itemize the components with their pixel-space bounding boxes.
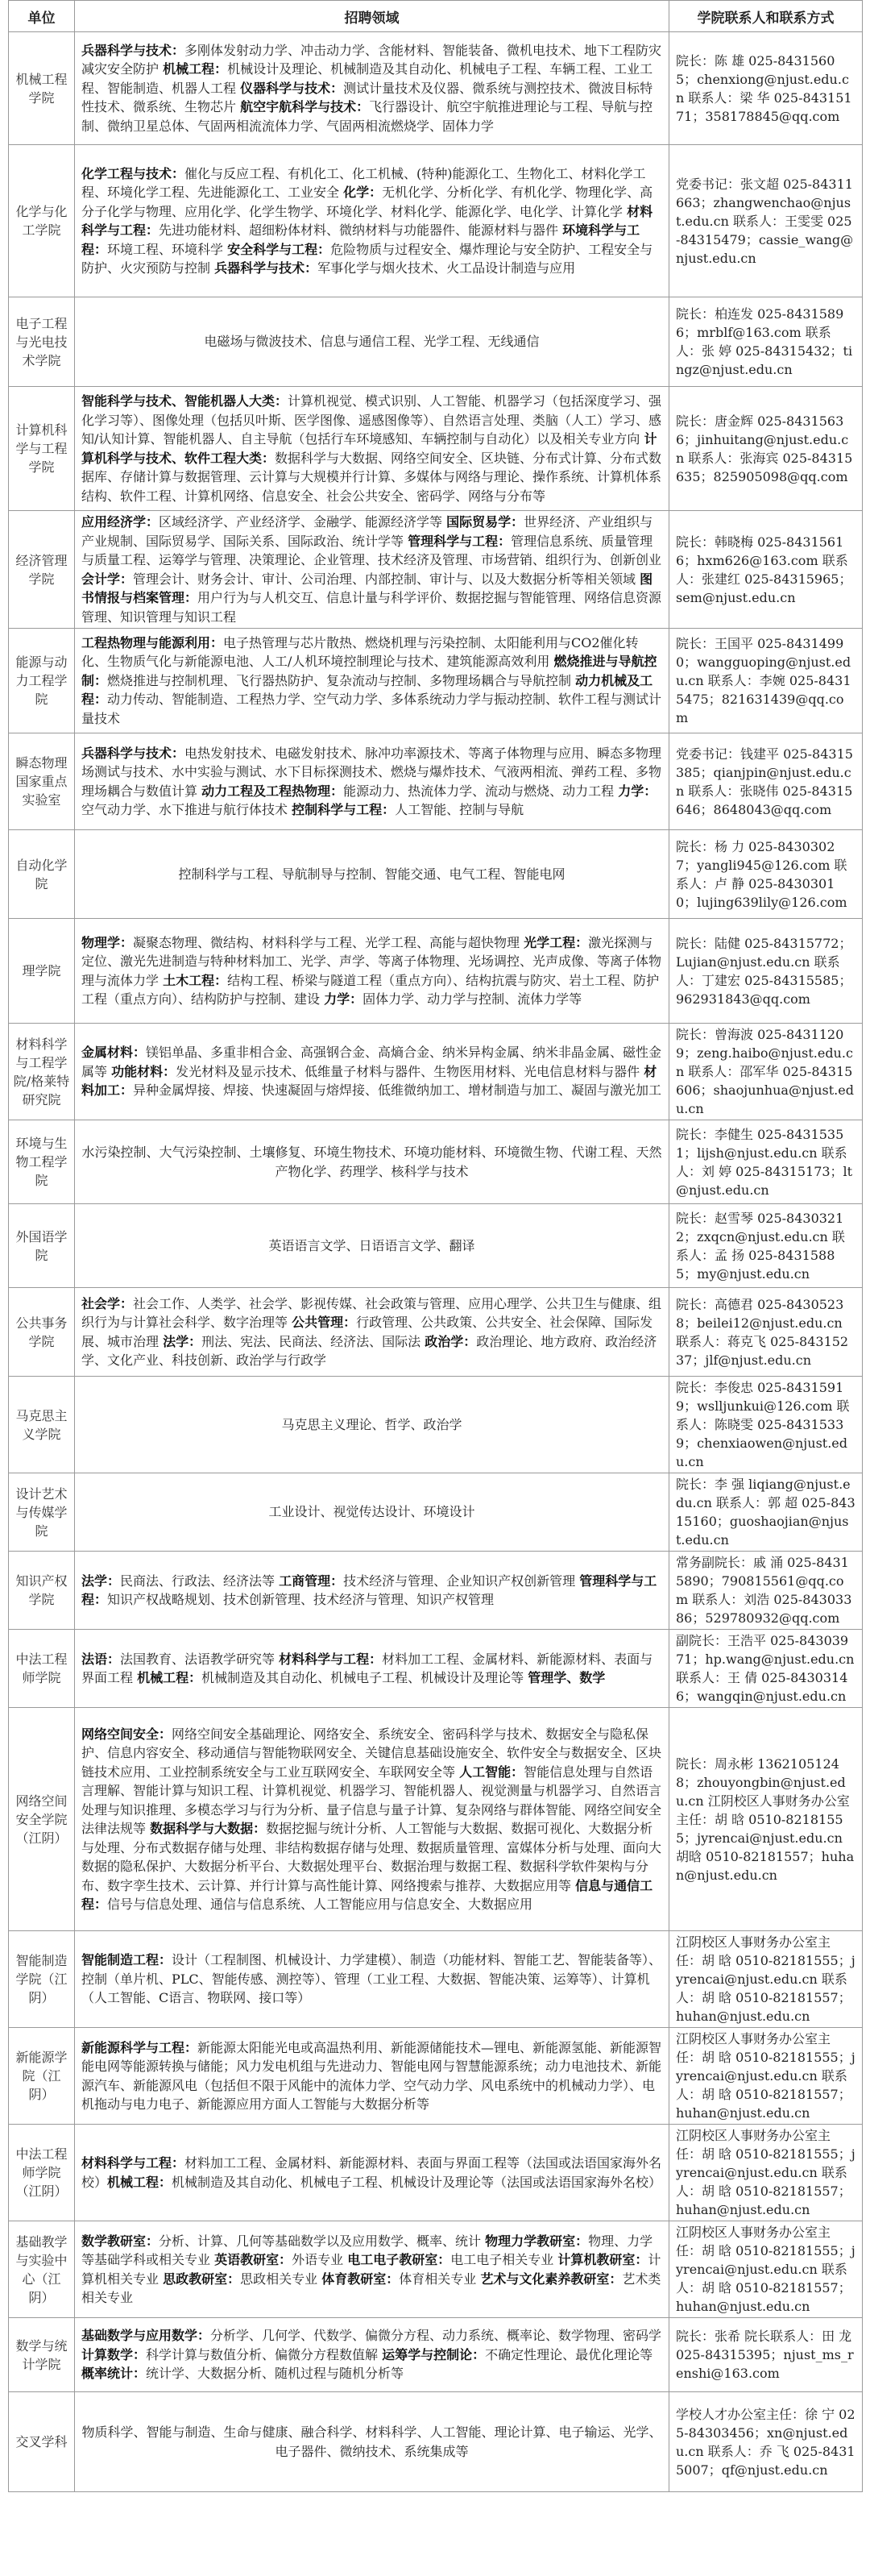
discipline-detail: 电工电子相关专业 — [450, 2252, 558, 2267]
discipline-detail: 法国教育、法语教学研究等 — [120, 1651, 280, 1667]
field-cell — [75, 1931, 669, 2028]
discipline-detail: 人工智能、控制与导航 — [395, 802, 524, 817]
discipline-detail: 管理信息系统、质量管理与质量工程、运筹学与管理、决策理论、企业管理、技术经济及管理、市场营销、组织行为、创新创业 — [81, 533, 662, 567]
field-cell — [75, 2392, 669, 2492]
field-cell — [75, 1204, 669, 1288]
discipline-heading: 材料科学与工程： — [81, 2155, 185, 2171]
field-cell — [75, 1120, 669, 1204]
discipline-detail: 体育相关专业 — [399, 2271, 481, 2287]
contact-cell: 院长：王国平 025-84314990；wangguoping@njust.edu.cn 联系人：李婉 025-84315475；821631439@qq.com — [669, 629, 863, 733]
discipline-detail: 凝聚态物理、微结构、材料科学与工程、光学工程、高能与超快物理 — [133, 934, 524, 950]
contact-cell: 院长：赵雪琴 025-84303212；zxqcn@njust.edu.cn 联系人：孟 扬 025-84315885；my@njust.edu.cn — [669, 1204, 863, 1288]
table-row — [9, 1552, 863, 1630]
discipline-detail: 统计学、大数据分析、随机过程与随机分析等 — [146, 2366, 404, 2382]
unit-cell: 机械工程学院 — [9, 32, 75, 145]
unit-cell: 瞬态物理国家重点实验室 — [9, 733, 75, 830]
discipline-detail: 飞行器设计、航空宇航推进理论与工程、导航与控制、微纳卫星总体、气固两相流流体力学、气固两相流燃烧学、固体力学 — [81, 99, 653, 134]
contact-cell: 院长：高德君 025-84305238；beilei12@njust.edu.cn 联系人：蒋克飞 025-84315237；jlf@njust.edu.cn — [669, 1288, 863, 1377]
discipline-detail: 分析学、几何学、代数学、偏微分方程、动力系统、概率论、数学物理、密码学 — [210, 2328, 662, 2344]
discipline-heading: 物理力学教研室： — [485, 2233, 589, 2249]
discipline-detail: 世界经济、产业组织与产业规制、国际贸易学、国际关系、国际政治、统计学等 — [81, 514, 653, 549]
unit-cell: 网络空间安全学院（江阴） — [9, 1708, 75, 1931]
discipline-detail: 材料加工工程、金属材料、新能源材料、表面与界面工程等（法国或法语国家海外名校） — [81, 2155, 662, 2190]
unit-cell: 智能制造学院（江阴） — [9, 1931, 75, 2028]
discipline-heading: 政治学： — [425, 1333, 477, 1349]
discipline-detail: 民商法、行政法、经济法等 — [120, 1573, 280, 1589]
discipline-detail: 智能信息处理与自然语言理解、智能计算与知识工程、计算机视觉、机器学习、智能机器人、视觉测量与机器学习、自然语言处理与知识推理、多模态学习与行为分析、量子信息与量子计算、复杂网络与群体智能、网络空间安全法律法规等 — [81, 1764, 662, 1836]
discipline-detail: 新能源太阳能光电或高温热利用、新能源储能技术—锂电、新能源氢能、新能源智能电网等能源转换与储能；风力发电机组与先进动力、智能电网与智慧能源系统；动力电池技术、新能源汽车、新能源风电（包括但不限于风能中的流体力学、空气动力学、风电系统中的机械动力学）、电机拖动与电力电子、新能源应用方面人工智能与大数据分析等 — [81, 2039, 662, 2112]
field-cell — [75, 1377, 669, 1473]
discipline-detail: 机械制造及其自动化、机械电子工程、机械设计及理论等 — [201, 1670, 528, 1685]
field-cell — [75, 2318, 669, 2392]
discipline-heading: 环境科学与工程： — [81, 222, 640, 257]
table-row — [9, 1204, 863, 1288]
unit-cell: 知识产权学院 — [9, 1552, 75, 1630]
table-row — [9, 733, 863, 830]
discipline-detail: 外语专业 — [292, 2252, 348, 2267]
discipline-detail: 燃烧推进与控制机理、飞行器热防护、复杂流动与控制、多物理场耦合与导航控制 — [107, 672, 576, 688]
contact-cell: 副院长：王浩平 025-84303971；hp.wang@njust.edu.cn 联系人：王 倩 025-84303146；wangqin@njust.edu.cn — [669, 1630, 863, 1708]
discipline-heading: 新能源科学与工程： — [81, 2039, 198, 2055]
discipline-heading: 土木工程： — [163, 972, 228, 988]
field-cell — [75, 511, 669, 629]
discipline-detail: 计算机相关专业 — [81, 2252, 661, 2287]
recruitment-table-wrapper — [8, 0, 862, 2492]
discipline-heading: 控制科学与工程： — [292, 802, 396, 817]
discipline-heading: 计算机教研室： — [557, 2252, 648, 2267]
discipline-heading: 机械工程： — [107, 2174, 172, 2190]
unit-cell: 外国语学院 — [9, 1204, 75, 1288]
field-cell — [75, 1552, 669, 1630]
table-row — [9, 2318, 863, 2392]
discipline-heading: 思政教研室： — [163, 2271, 241, 2287]
unit-cell: 计算机科学与工程学院 — [9, 387, 75, 511]
field-cell — [75, 2028, 669, 2125]
discipline-detail: 刑法、宪法、民商法、经济法、国际法 — [201, 1333, 425, 1349]
discipline-detail: 社会工作、人类学、社会学、影视传媒、社会政策与管理、应用心理学、公共卫生与健康、组织行为与计算社会科学、数字治理等 — [81, 1295, 662, 1330]
discipline-detail: 思政相关专业 — [240, 2271, 322, 2287]
discipline-detail: 测试计量技术及仪器、微系统与测控技术、微波目标特性技术、微系统、生物芯片 — [81, 80, 653, 115]
discipline-detail: 不确定性理论、最优化理论等 — [485, 2346, 653, 2362]
discipline-heading: 兵器科学与技术： — [81, 42, 185, 58]
recruitment-table — [8, 0, 863, 2492]
discipline-heading: 仪器科学与技术： — [240, 80, 344, 96]
table-row — [9, 830, 863, 919]
contact-cell: 院长：李俊忠 025-84315919；wslljunkui@126.com 联系人：陈晓雯 025-84315339；chenxiaowen@njust.edu.cn — [669, 1377, 863, 1473]
discipline-heading: 兵器科学与技术： — [81, 745, 185, 761]
table-row — [9, 297, 863, 387]
discipline-heading: 法学： — [81, 1573, 121, 1589]
discipline-heading: 国际贸易学： — [446, 514, 524, 530]
discipline-detail: 激光探测与定位、激光先进制造与特种材料加工、光学、声学、等离子体物理、光场调控、光声成像、等离子体物理与流体力学 — [81, 934, 662, 988]
discipline-detail: 先进功能材料、超细粉体材料、微纳材料与功能器件、能源材料与器件 — [159, 222, 563, 238]
header-contact: 学院联系人和联系方式 — [669, 1, 863, 32]
table-row — [9, 2392, 863, 2492]
discipline-detail: 用户行为与人机交互、信息计量与科学评价、数据挖掘与智能管理、网络信息资源管理、知识管理与知识工程 — [81, 590, 662, 625]
unit-cell: 数学与统计学院 — [9, 2318, 75, 2392]
unit-cell: 基础教学与实验中心（江阴） — [9, 2221, 75, 2318]
discipline-detail: 控制科学与工程、导航制导与控制、智能交通、电气工程、智能电网 — [178, 866, 566, 882]
table-header-row — [9, 1, 863, 32]
discipline-detail: 结构工程、桥梁与隧道工程（重点方向）、结构抗震与防灾、岩土工程、防护工程（重点方向）、结构防护与控制、建设 — [81, 972, 660, 1007]
discipline-detail: 数据科学与大数据、网络空间安全、区块链、分布式计算、分布式数据库、存储计算与数据管理、云计算与大规模并行计算、多媒体与网络与理论、操作系统、计算机体系结构、软件工程、计算机网络、信息安全、社会公共安全、密码学、网络与分布等 — [81, 450, 662, 504]
table-row — [9, 1630, 863, 1708]
discipline-heading: 机械工程： — [163, 61, 228, 77]
contact-cell: 院长：曾海波 025-84311209；zeng.haibo@njust.edu.cn 联系人：邵军华 025-84315606；shaojunhua@njust.edu.cn — [669, 1024, 863, 1120]
discipline-detail: 科学计算与数值分析、偏微分方程数值解 — [146, 2346, 383, 2362]
discipline-heading: 化学工程与技术： — [81, 165, 185, 181]
discipline-heading: 计算机科学与技术、软件工程大类： — [81, 431, 657, 466]
field-cell — [75, 919, 669, 1024]
contact-cell: 江阴校区人事财务办公室主任：胡 晗 0510-82181555；jyrencai@njust.edu.cn 联系人：胡 晗 0510-82181557；huhan@njust.edu.cn — [669, 2028, 863, 2125]
discipline-detail: 政治理论、地方政府、政治经济学、文化产业、科技创新、政治学与行政学 — [81, 1333, 657, 1368]
unit-cell: 马克思主义学院 — [9, 1377, 75, 1473]
field-cell — [75, 733, 669, 830]
discipline-heading: 数学教研室： — [81, 2233, 160, 2249]
discipline-detail: 工业设计、视觉传达设计、环境设计 — [268, 1504, 475, 1520]
discipline-detail: 马克思主义理论、哲学、政治学 — [281, 1416, 462, 1432]
discipline-heading: 数据科学与大数据： — [150, 1821, 267, 1836]
field-cell — [75, 32, 669, 145]
field-cell — [75, 1708, 669, 1931]
discipline-detail: 多刚体发射动力学、冲击动力学、含能材料、智能装备、微机电技术、地下工程防灾减灾安全防护 — [81, 42, 662, 77]
discipline-heading: 计算数学： — [81, 2346, 147, 2362]
discipline-heading: 安全科学与工程： — [227, 241, 331, 257]
discipline-heading: 法学： — [163, 1333, 202, 1349]
header-field: 招聘领域 — [75, 1, 669, 32]
discipline-detail: 无机化学、分析化学、有机化学、物理化学、高分子化学与物理、应用化学、化学生物学、环境化学、材料化学、能源化学、电化学、计算化学 — [81, 185, 653, 219]
discipline-detail: 知识产权战略规划、技术创新管理、技术经济与管理、知识产权管理 — [107, 1592, 495, 1607]
unit-cell: 设计艺术与传媒学院 — [9, 1473, 75, 1552]
contact-cell: 院长：陆健 025-84315772；Lujian@njust.edu.cn 联系人：丁建宏 025-84315585；962931843@qq.com — [669, 919, 863, 1024]
field-cell — [75, 1630, 669, 1708]
discipline-heading: 基础数学与应用数学： — [81, 2328, 211, 2344]
discipline-heading: 兵器科学与技术： — [214, 260, 318, 276]
discipline-detail: 电磁场与微波技术、信息与通信工程、光学工程、无线通信 — [204, 334, 540, 350]
discipline-detail: 催化与反应工程、有机化工、化工机械、(特种)能源化工、生物化工、材料化学工程、环境化学工程、先进能源化工、工业安全 — [81, 165, 646, 200]
discipline-heading: 应用经济学： — [81, 514, 160, 530]
discipline-heading: 概率统计： — [81, 2366, 147, 2382]
discipline-detail: 固体力学、动力学与控制、流体力学等 — [362, 991, 582, 1007]
discipline-detail: 分析、计算、几何等基础数学以及应用数学、概率、统计 — [159, 2233, 486, 2249]
discipline-heading: 电工电子教研室： — [347, 2252, 451, 2267]
field-cell — [75, 2125, 669, 2221]
discipline-detail: 物理、力学等基础学科或相关专业 — [81, 2233, 653, 2267]
discipline-heading: 光学工程： — [524, 934, 589, 950]
discipline-detail: 设计（工程制图、机械设计、力学建模）、制造（功能材料、智能工艺、智能装备等）、控制（单片机、PLC、智能传感、测控等）、管理（工业工程、大数据、智能决策、运筹等）、计算机（人工智能、C语言、物联网、接口等） — [81, 1952, 662, 2006]
contact-cell: 院长：陈 雄 025-84315605；chenxiong@njust.edu.cn 联系人：梁 华 025-84315171；358178845@qq.com — [669, 32, 863, 145]
discipline-heading: 化学： — [343, 185, 383, 200]
discipline-detail: 计算机视觉、模式识别、人工智能、机器学习（包括深度学习、强化学习等）、图像处理（包括贝叶斯、医学图像、遥感图像等）、自然语言处理、类脑（人工）学习、感知/认知计算、智能机器人、自主导航（包括行车环境感知、车辆控制与自动化）以及相关专业方向 — [81, 393, 662, 447]
contact-cell: 院长：唐金辉 025-84315636；jinhuitang@njust.edu.cn 联系人：张海宾 025-84315635；825905098@qq.com — [669, 387, 863, 511]
discipline-detail: 英语语言文学、日语语言文学、翻译 — [268, 1237, 475, 1253]
discipline-detail: 水污染控制、大气污染控制、土壤修复、环境生物技术、环境功能材料、环境微生物、代谢工程、天然产物化学、药理学、核科学与技术 — [81, 1145, 662, 1179]
contact-cell: 院长：李 强 liqiang@njust.edu.cn 联系人：郭 超 025-84315160；guoshaojian@njust.edu.cn — [669, 1473, 863, 1552]
discipline-heading: 力学： — [324, 991, 363, 1007]
discipline-heading: 法语： — [81, 1651, 121, 1667]
discipline-detail: 军事化学与烟火技术、火工品设计制造与应用 — [317, 260, 576, 276]
discipline-heading: 工程热物理与能源利用： — [81, 634, 224, 650]
discipline-heading: 信息与通信工程： — [81, 1877, 653, 1912]
discipline-heading: 功能材料： — [111, 1063, 176, 1079]
table-row — [9, 1377, 863, 1473]
discipline-heading: 金属材料： — [81, 1045, 147, 1061]
contact-cell: 院长：韩晓梅 025-84315616；hxm626@163.com 联系人：张建红 025-84315965；sem@njust.edu.cn — [669, 511, 863, 629]
discipline-detail: 动力传动、智能制造、工程热力学、空气动力学、多体系统动力学与振动控制、软件工程与测试计量技术 — [81, 692, 662, 726]
unit-cell: 材料科学与工程学院/格莱特研究院 — [9, 1024, 75, 1120]
discipline-detail: 发光材料及显示技术、低维量子材料与器件、生物医用材料、光电信息材料与器件 — [176, 1063, 644, 1079]
discipline-detail: 网络空间安全基础理论、网络安全、系统安全、密码科学与技术、数据安全与隐私保护、信息内容安全、移动通信与智能物联网安全、关键信息基础设施安全、软件安全与数据安全、区块链技术应用、工业控制系统安全与工业互联网安全、车联网安全等 — [81, 1726, 662, 1780]
field-cell — [75, 629, 669, 733]
contact-cell: 江阴校区人事财务办公室主任：胡 晗 0510-82181555；jyrencai@njust.edu.cn 联系人：胡 晗 0510-82181557；huhan@njust.edu.cn — [669, 1931, 863, 2028]
table-row — [9, 2221, 863, 2318]
contact-cell: 院长：李健生 025-84315351；lijsh@njust.edu.cn 联系人：刘 婷 025-84315173；lt@njust.edu.cn — [669, 1120, 863, 1204]
unit-cell: 能源与动力工程学院 — [9, 629, 75, 733]
table-row — [9, 1931, 863, 2028]
table-row — [9, 2028, 863, 2125]
discipline-detail: 艺术类相关专业 — [81, 2271, 661, 2305]
discipline-heading: 艺术与文化素养教研室： — [480, 2271, 623, 2287]
field-cell — [75, 1473, 669, 1552]
table-row — [9, 1120, 863, 1204]
table-row — [9, 1288, 863, 1377]
discipline-detail: 环境工程、环境科学 — [107, 241, 228, 257]
discipline-detail: 异种金属焊接、焊接、快速凝固与熔焊接、低维微纳加工、增材制造与加工、凝固与激光加工 — [133, 1082, 662, 1099]
discipline-detail: 信号与信息处理、通信与信息系统、人工智能应用与信息安全、大数据应用 — [107, 1897, 533, 1912]
field-cell — [75, 297, 669, 387]
discipline-detail: 空气动力学、水下推进与航行体技术 — [81, 802, 292, 817]
discipline-heading: 材料科学与工程： — [279, 1651, 383, 1667]
contact-cell: 院长：张希 院长联系人：田 龙 025-84315395；njust_ms_renshi@163.com — [669, 2318, 863, 2392]
discipline-heading: 图书情报与档案管理： — [81, 571, 653, 605]
discipline-heading: 工商管理： — [279, 1573, 344, 1589]
contact-cell: 江阴校区人事财务办公室主任：胡 晗 0510-82181555；jyrencai@njust.edu.cn 联系人：胡 晗 0510-82181557；huhan@njust.edu.cn — [669, 2221, 863, 2318]
table-row — [9, 32, 863, 145]
discipline-heading: 机械工程： — [137, 1670, 202, 1685]
contact-cell: 院长：柏连发 025-84315896；mrblf@163.com 联系人：张 婷 025-84315432；tingz@njust.edu.cn — [669, 297, 863, 387]
unit-cell: 化学与化工学院 — [9, 145, 75, 297]
discipline-heading: 动力工程及工程热物理： — [201, 783, 344, 799]
discipline-heading: 运筹学与控制论： — [382, 2346, 486, 2362]
contact-cell: 党委书记：张文超 025-84311663；zhangwenchao@njust.edu.cn 联系人：王雯雯 025-84315479；cassie_wang@njust.edu.cn — [669, 145, 863, 297]
field-cell — [75, 1288, 669, 1377]
discipline-detail: 能源动力、热流体力学、流动与燃烧、动力工程 — [343, 783, 619, 799]
header-unit: 单位 — [9, 1, 75, 32]
discipline-heading: 公共管理： — [292, 1315, 357, 1330]
field-cell — [75, 145, 669, 297]
field-cell — [75, 830, 669, 919]
table-row — [9, 1708, 863, 1931]
discipline-heading: 航空宇航科学与技术： — [240, 99, 370, 115]
discipline-heading: 智能制造工程： — [81, 1952, 172, 1968]
table-row — [9, 1024, 863, 1120]
contact-cell: 党委书记：钱建平 025-84315385；qianjpin@njust.edu.cn 联系人：张晓伟 025-84315646；8648043@qq.com — [669, 733, 863, 830]
table-body — [9, 32, 863, 2492]
contact-cell: 常务副院长：戚 涌 025-84315890；790815561@qq.com 联系人：刘浩 025-84303386；529780932@qq.com — [669, 1552, 863, 1630]
discipline-detail: 危险物质与过程安全、爆炸理论与安全防护、工程安全与防护、火灾预防与控制 — [81, 241, 653, 276]
discipline-detail: 行政管理、公共政策、公共安全、社会保障、国际发展、城市治理 — [81, 1315, 653, 1349]
table-row — [9, 629, 863, 733]
discipline-heading: 物理学： — [81, 934, 134, 950]
discipline-heading: 力学： — [618, 783, 657, 799]
discipline-heading: 燃烧推进与导航控制： — [81, 654, 657, 688]
discipline-heading: 人工智能： — [459, 1764, 524, 1780]
unit-cell: 理学院 — [9, 919, 75, 1024]
discipline-heading: 管理科学与工程： — [81, 1573, 657, 1607]
field-cell — [75, 387, 669, 511]
unit-cell: 中法工程师学院（江阴） — [9, 2125, 75, 2221]
table-row — [9, 919, 863, 1024]
table-row — [9, 2125, 863, 2221]
table-row — [9, 511, 863, 629]
unit-cell: 交叉学科 — [9, 2392, 75, 2492]
discipline-detail: 电子热管理与芯片散热、燃烧机理与污染控制、太阳能利用与CO2催化转化、生物质气化与新能源电池、人工/人机环境控制理论与技术、建筑能源高效利用 — [81, 634, 639, 670]
discipline-heading: 智能科学与技术、智能机器人大类： — [81, 393, 288, 409]
discipline-heading: 动力机械及工程： — [81, 672, 653, 708]
unit-cell: 电子工程与光电技术学院 — [9, 297, 75, 387]
discipline-heading: 社会学： — [81, 1295, 134, 1311]
discipline-detail: 机械设计及理论、机械制造及其自动化、机械电子工程、车辆工程、工业工程、智能制造、机器人工程 — [81, 61, 653, 96]
discipline-heading: 英语教研室： — [214, 2252, 292, 2267]
unit-cell: 自动化学院 — [9, 830, 75, 919]
unit-cell: 公共事务学院 — [9, 1288, 75, 1377]
contact-cell: 院长：杨 力 025-84303027；yangli945@126.com 联系人：卢 静 025-84303010；lujing639lily@126.com — [669, 830, 863, 919]
contact-cell: 院长：周永彬 13621051248；zhouyongbin@njust.edu.cn 江阴校区人事财务办公室主任：胡 晗 0510-82181555；jyrencai@njust.edu.cn 胡晗 0510-82181557；huhan@njust.edu.cn — [669, 1708, 863, 1931]
discipline-heading: 管理学、数学 — [528, 1670, 606, 1685]
table-row — [9, 1473, 863, 1552]
discipline-detail: 材料加工工程、金属材料、新能源材料、表面与界面工程 — [81, 1651, 653, 1685]
discipline-detail: 电热发射技术、电磁发射技术、脉冲功率源技术、等离子体物理与应用、瞬态多物理场测试与技术、水中实验与测试、水下目标探测技术、燃烧与爆炸技术、气液两相流、弹药工程、多物理场耦合与数值计算 — [81, 745, 662, 799]
contact-cell: 学校人才办公室主任：徐 宁 025-84303456；xn@njust.edu.cn 联系人：乔 飞 025-84315007；qf@njust.edu.cn — [669, 2392, 863, 2492]
discipline-heading: 管理科学与工程： — [408, 533, 512, 549]
discipline-detail: 数据挖掘与统计分析、人工智能与大数据、数据可视化、大数据分析与处理、分布式数据存储与处理、非结构数据存储与处理、数据质量管理、富媒体分析与处理、面向大数据的隐私保护、大数据分析平台、大数据处理平台、数据治理与数据工程、数据科学软件架构与分布、数字孪生技术、云计算、并行计算与高性能计算、网络搜索与推荐、大数据应用等 — [81, 1821, 662, 1893]
discipline-detail: 管理会计、财务会计、审计、公司治理、内部控制、审计与、以及大数据分析等相关领域 — [133, 571, 640, 587]
discipline-heading: 会计学： — [81, 571, 134, 587]
discipline-detail: 镁铝单晶、多重非相合金、高强钢合金、高熵合金、纳米异构金属、纳米非晶金属、磁性金属等 — [81, 1045, 662, 1079]
unit-cell: 中法工程师学院 — [9, 1630, 75, 1708]
field-cell — [75, 1024, 669, 1120]
table-row — [9, 387, 863, 511]
discipline-detail: 机械制造及其自动化、机械电子工程、机械设计及理论等（法国或法语国家海外名校） — [172, 2174, 662, 2190]
discipline-detail: 区域经济学、产业经济学、金融学、能源经济学等 — [159, 514, 447, 530]
discipline-detail: 技术经济与管理、企业知识产权创新管理 — [343, 1573, 580, 1589]
unit-cell: 环境与生物工程学院 — [9, 1120, 75, 1204]
discipline-detail: 物质科学、智能与制造、生命与健康、融合科学、材料科学、人工智能、理论计算、电子输运、光学、电子器件、微纳技术、系统集成等 — [81, 2424, 662, 2459]
table-row — [9, 145, 863, 297]
discipline-heading: 网络空间安全： — [81, 1726, 172, 1742]
discipline-heading: 材料加工： — [81, 1063, 657, 1099]
contact-cell: 江阴校区人事财务办公室主任：胡 晗 0510-82181555；jyrencai@njust.edu.cn 联系人：胡 晗 0510-82181557；huhan@njust.edu.cn — [669, 2125, 863, 2221]
discipline-heading: 体育教研室： — [321, 2271, 400, 2287]
unit-cell: 新能源学院（江阴） — [9, 2028, 75, 2125]
unit-cell: 经济管理学院 — [9, 511, 75, 629]
field-cell — [75, 2221, 669, 2318]
discipline-heading: 材料科学与工程： — [81, 203, 653, 238]
